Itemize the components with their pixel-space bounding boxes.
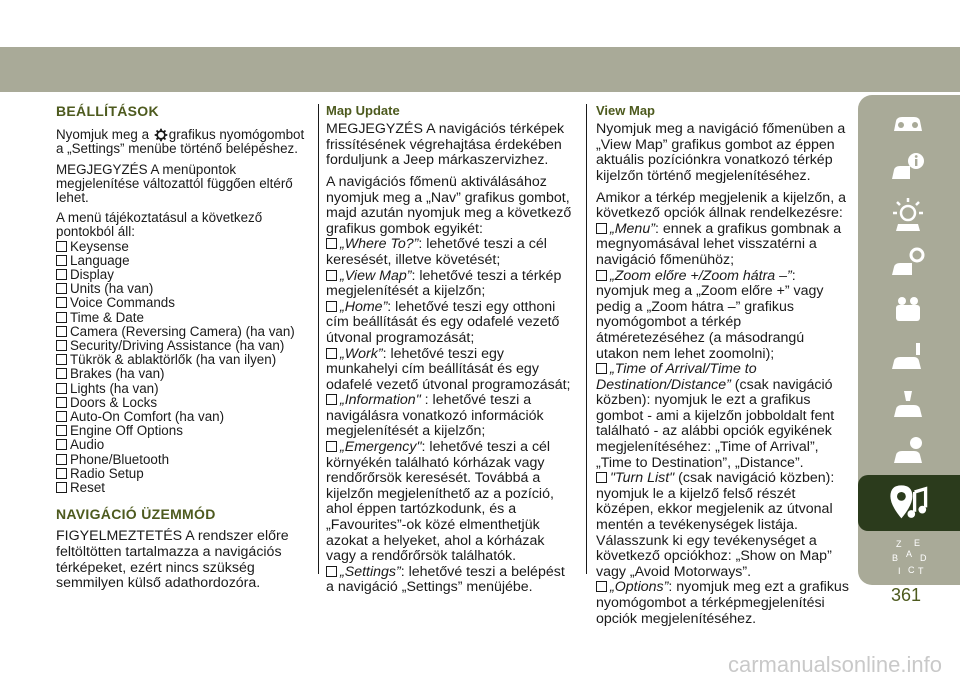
option-description: : lehetővé teszi a cél keresését, illetve követését; bbox=[326, 236, 547, 268]
checkbox-bullet-icon bbox=[326, 270, 337, 281]
option-entry bbox=[596, 362, 850, 471]
checkbox-bullet-icon bbox=[56, 297, 67, 308]
option-entry bbox=[326, 237, 576, 268]
option-name: "Turn List" bbox=[610, 470, 675, 487]
settings-menu-item: Phone/Bluetooth bbox=[56, 453, 312, 467]
option-entry bbox=[596, 580, 850, 627]
settings-menu-list bbox=[56, 240, 312, 496]
footer-watermark: carmanualsonline.info bbox=[727, 652, 942, 677]
footer bbox=[0, 652, 960, 678]
settings-menu-item: Units (ha van) bbox=[56, 282, 312, 296]
option-description: : lehetővé teszi a cél környékén található kórházak vagy rendőrőrsök keresését. Továbbá a kijelzőn megjeleníthető az a pozíció, ahol éppen tartózkodunk, és a „Favourites”-ok közé elmenthetjük azokat a helyeket, ahol a kórházak vagy a rendőrőrsök találhatók. bbox=[326, 439, 554, 565]
intro-paragraph: Amikor a térkép megjelenik a kijelzőn, a következő opciók állnak rendelkezésre: bbox=[596, 189, 846, 222]
option-entry bbox=[596, 222, 850, 269]
settings-menu-item: Radio Setup bbox=[56, 467, 312, 481]
checkbox-bullet-icon bbox=[56, 312, 67, 323]
chapter-tab-key[interactable] bbox=[866, 241, 952, 285]
settings-menu-item: Display bbox=[56, 268, 312, 282]
svg-text:Z: Z bbox=[896, 539, 902, 549]
option-name: „Emergency" bbox=[340, 439, 422, 456]
chapter-tab-warning-lights[interactable] bbox=[866, 193, 952, 237]
checkbox-bullet-icon bbox=[56, 354, 67, 365]
checkbox-bullet-icon bbox=[326, 348, 337, 359]
option-entry bbox=[596, 471, 850, 580]
checkbox-bullet-icon bbox=[56, 269, 67, 280]
option-description: : lehetővé teszi a belépést a navigáció „Settings” menüjébe. bbox=[326, 563, 565, 596]
option-entry bbox=[326, 440, 576, 565]
column-settings bbox=[56, 104, 312, 598]
car-maintenance-icon bbox=[888, 385, 928, 425]
option-name: „Where To?” bbox=[340, 236, 419, 253]
option-entry bbox=[326, 393, 576, 440]
svg-text:T: T bbox=[918, 566, 924, 576]
car-dashboard-icon bbox=[888, 103, 928, 143]
chapter-tab-tools[interactable] bbox=[866, 287, 952, 331]
option-name: „Menu” bbox=[610, 220, 655, 237]
settings-menu-item: Auto-On Comfort (ha van) bbox=[56, 410, 312, 424]
settings-menu-item: Audio bbox=[56, 438, 312, 452]
header-band bbox=[0, 47, 960, 92]
option-entry bbox=[326, 347, 576, 394]
car-info-icon bbox=[888, 149, 928, 189]
multimedia-icon bbox=[886, 481, 930, 525]
section-heading-settings: BEÁLLÍTÁSOK bbox=[56, 103, 159, 119]
checkbox-bullet-icon bbox=[56, 340, 67, 351]
settings-menu-item: Voice Commands bbox=[56, 296, 312, 310]
checkbox-bullet-icon bbox=[326, 394, 337, 405]
checkbox-bullet-icon bbox=[56, 482, 67, 493]
checkbox-bullet-icon bbox=[56, 454, 67, 465]
settings-menu-item: Camera (Reversing Camera) (ha van) bbox=[56, 325, 312, 339]
list-intro: A menü tájékoztatásul a következő pontokból áll: bbox=[56, 210, 263, 240]
subheading-view-map: View Map bbox=[596, 103, 656, 118]
settings-menu-item: Engine Off Options bbox=[56, 424, 312, 438]
settings-menu-item: Time & Date bbox=[56, 311, 312, 325]
checkbox-bullet-icon bbox=[56, 283, 67, 294]
option-name: „Information" bbox=[340, 392, 421, 409]
column-map-update bbox=[326, 104, 576, 596]
settings-menu-item: Brakes (ha van) bbox=[56, 367, 312, 381]
intro-paragraph: Nyomjuk meg a navigáció főmenüben a „View Map” grafikus gombot az éppen aktuális pozíciónkra vonatkozó térkép kijelzőn történő megjelenítéséhez. bbox=[596, 121, 846, 184]
option-description: (csak navigáció közben): nyomjuk le ezt a grafikus gombot - ami a kijelzőn jobboldalt fent található - az alábbi opciók egyikének megjelenítéséhez: „Time of Arrival”, „Time to Destination”, „Distance”. bbox=[596, 376, 835, 471]
option-description: : lehetővé teszi egy otthoni cím beállítását és egy odafelé vezető útvonal programozását; bbox=[326, 298, 560, 346]
note-paragraph: MEGJEGYZÉS A navigációs térképek frissítésének végrehajtása érdekében forduljunk a Jeep márkaszervizhez. bbox=[326, 121, 565, 169]
checkbox-bullet-icon bbox=[326, 238, 337, 249]
checkbox-bullet-icon bbox=[56, 241, 67, 252]
checkbox-bullet-icon bbox=[56, 383, 67, 394]
svg-text:C: C bbox=[908, 565, 915, 575]
option-description: : lehetővé teszi egy munkahelyi cím beállítását és egy odafelé vezető útvonal programozását; bbox=[326, 345, 571, 393]
warning-paragraph: FIGYELMEZTETÉS A rendszer előre feltöltötten tartalmazza a navigációs térképeket, ezért nincs szükség semmilyen külső adathordozóra. bbox=[56, 528, 289, 592]
checkbox-bullet-icon bbox=[326, 566, 337, 577]
option-name: „Options” bbox=[610, 579, 669, 596]
chapter-tab-dashboard[interactable] bbox=[866, 101, 952, 145]
checkbox-bullet-icon bbox=[56, 368, 67, 379]
option-description: : nyomjuk meg a „Zoom előre +” vagy pedig a „Zoom hátra –” grafikus nyomógombot a térkép átméretezéséhez (a másodrangú utakon nem lehet zoomolni); bbox=[596, 267, 824, 362]
chapter-tab-breakdown[interactable] bbox=[866, 335, 952, 379]
checkbox-bullet-icon bbox=[596, 472, 607, 483]
option-name: „View Map” bbox=[340, 267, 412, 284]
checkbox-bullet-icon bbox=[56, 411, 67, 422]
checkbox-bullet-icon bbox=[326, 441, 337, 452]
option-name: „Time of Arrival/Time to Destination/Distance” bbox=[596, 361, 757, 393]
svg-text:B: B bbox=[892, 553, 899, 563]
nav-button-list bbox=[326, 237, 576, 596]
car-specs-icon bbox=[888, 431, 928, 471]
chapter-tab-maintenance[interactable] bbox=[866, 383, 952, 427]
checkbox-bullet-icon bbox=[326, 301, 337, 312]
intro-paragraph: A navigációs főmenü aktiválásához nyomjuk meg a „Nav” grafikus gombot, majd azután nyomjuk meg a következő grafikus gombok egyikét: bbox=[326, 173, 572, 237]
settings-menu-item: Keysense bbox=[56, 240, 312, 254]
checkbox-bullet-icon bbox=[56, 255, 67, 266]
gear-icon bbox=[154, 128, 168, 142]
warning-lights-icon bbox=[888, 195, 928, 235]
option-description: : lehetővé teszi a térkép megjelenítését a kijelzőn; bbox=[326, 267, 562, 300]
chapter-tab-specs[interactable] bbox=[866, 429, 952, 473]
settings-menu-item: Language bbox=[56, 254, 312, 268]
checkbox-bullet-icon bbox=[56, 397, 67, 408]
subheading-map-update: Map Update bbox=[326, 103, 400, 118]
checkbox-bullet-icon bbox=[56, 468, 67, 479]
chapter-tab-multimedia[interactable] bbox=[858, 475, 960, 531]
page-number: 361 bbox=[890, 585, 922, 605]
svg-text:D: D bbox=[920, 553, 927, 563]
column-view-map bbox=[596, 104, 850, 627]
settings-menu-item: Security/Driving Assistance (ha van) bbox=[56, 339, 312, 353]
option-entry bbox=[326, 269, 576, 300]
settings-menu-item: Doors & Locks bbox=[56, 396, 312, 410]
chapter-sidebar bbox=[858, 95, 960, 585]
index-icon bbox=[888, 537, 928, 577]
settings-menu-item: Tükrök & ablaktörlők (ha van ilyen) bbox=[56, 353, 312, 367]
column-divider bbox=[586, 104, 587, 574]
checkbox-bullet-icon bbox=[596, 223, 607, 234]
map-option-list bbox=[596, 222, 850, 627]
option-entry bbox=[326, 565, 576, 596]
checkbox-bullet-icon bbox=[56, 439, 67, 450]
chapter-tab-index[interactable] bbox=[866, 535, 952, 579]
chapter-tab-info[interactable] bbox=[866, 147, 952, 191]
checkbox-bullet-icon bbox=[56, 326, 67, 337]
option-description: : lehetővé teszi a navigálásra vonatkozó információk megjelenítését a kijelzőn; bbox=[326, 392, 544, 440]
car-key-icon bbox=[888, 243, 928, 283]
option-name: „Home” bbox=[340, 298, 388, 315]
car-breakdown-icon bbox=[888, 337, 928, 377]
option-name: „Zoom előre +/Zoom hátra –” bbox=[610, 267, 792, 284]
svg-text:I: I bbox=[898, 566, 901, 576]
checkbox-bullet-icon bbox=[56, 425, 67, 436]
checkbox-bullet-icon bbox=[596, 581, 607, 592]
option-name: „Settings” bbox=[340, 563, 401, 580]
section-heading-navigation: NAVIGÁCIÓ ÜZEMMÓD bbox=[56, 506, 216, 523]
svg-text:A: A bbox=[906, 549, 913, 559]
svg-text:E: E bbox=[914, 538, 921, 548]
checkbox-bullet-icon bbox=[596, 363, 607, 374]
option-description: : ennek a grafikus gombnak a megnyomásával lehet visszatérni a navigáció főmenühöz; bbox=[596, 220, 842, 268]
option-description: (csak navigáció közben): nyomjuk le a kijelző felső részét középen, ekkor megjelenik az útvonal mentén a tevékenységek listája. Válasszunk ki egy tevékenységet a következő opciókhoz: „Show on Map” vagy „Avoid Motorways”. bbox=[596, 470, 835, 580]
option-entry bbox=[326, 300, 576, 347]
checkbox-bullet-icon bbox=[596, 270, 607, 281]
option-description: : nyomjuk meg ezt a grafikus nyomógombot a térképmegjelenítési opciók megjelenítéséhez. bbox=[596, 579, 849, 627]
option-entry bbox=[596, 269, 850, 363]
option-name: „Work” bbox=[340, 345, 383, 362]
note-paragraph: MEGJEGYZÉS A menüpontok megjelenítése változattól függően eltérő lehet. bbox=[56, 161, 293, 206]
settings-menu-item: Lights (ha van) bbox=[56, 382, 312, 396]
column-divider bbox=[318, 104, 319, 574]
settings-menu-item: Reset bbox=[56, 481, 312, 495]
intro-paragraph: Nyomjuk meg a grafikus nyomógombot a „Settings” menübe történő belépéshez. bbox=[56, 127, 305, 157]
car-tools-icon bbox=[888, 289, 928, 329]
